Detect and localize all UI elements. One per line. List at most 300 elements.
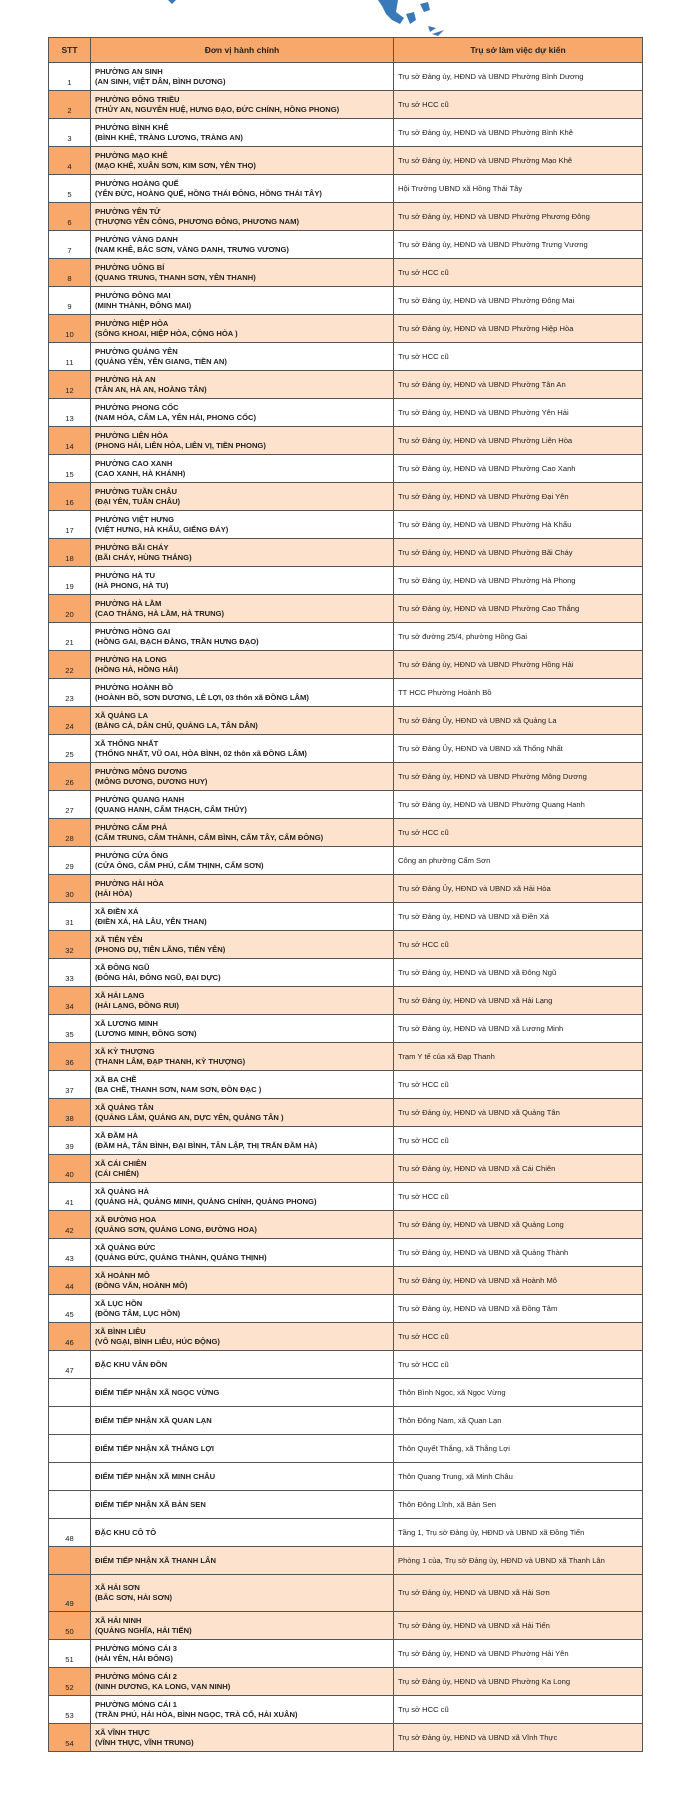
unit-cell xyxy=(91,1015,394,1043)
table-row xyxy=(49,707,643,735)
unit-merged-from: (QUẢNG ĐỨC, QUẢNG THÀNH, QUẢNG THỊNH) xyxy=(95,1252,267,1262)
table-row xyxy=(49,1183,643,1211)
stt-cell: 34 xyxy=(49,987,91,1015)
unit-cell xyxy=(91,483,394,511)
table-row xyxy=(49,1435,643,1463)
hq-cell: Trụ sở đường 25/4, phường Hồng Gai xyxy=(394,623,643,651)
map-island-shape xyxy=(432,30,444,36)
stt-cell: 53 xyxy=(49,1696,91,1724)
unit-merged-from: (CÁI CHIÊN) xyxy=(95,1168,139,1178)
unit-cell xyxy=(91,987,394,1015)
stt-cell: 31 xyxy=(49,903,91,931)
unit-cell xyxy=(91,847,394,875)
unit-name: PHƯỜNG HẢI HÒA xyxy=(95,878,164,888)
stt-cell: 29 xyxy=(49,847,91,875)
table-row xyxy=(49,1071,643,1099)
unit-cell xyxy=(91,1696,394,1724)
table-row xyxy=(49,231,643,259)
unit-cell xyxy=(91,567,394,595)
unit-cell xyxy=(91,931,394,959)
hq-cell: Trụ sở HCC cũ xyxy=(394,931,643,959)
unit-name: XÃ HẢI SƠN xyxy=(95,1583,140,1592)
table-row xyxy=(49,1127,643,1155)
unit-name: ĐẶC KHU VÂN ĐỒN xyxy=(95,1359,168,1369)
unit-cell xyxy=(91,623,394,651)
unit-cell xyxy=(91,735,394,763)
hq-cell: Trụ sở Đảng ủy, HĐND và UBND Phường Hà Phong xyxy=(394,567,643,595)
stt-cell: 26 xyxy=(49,763,91,791)
unit-cell xyxy=(91,1640,394,1668)
decorative-map-fragment xyxy=(0,0,698,40)
unit-name: XÃ ĐÔNG NGŨ xyxy=(95,962,150,972)
hq-cell: Trụ sở Đảng ủy, HĐND và UBND xã Đồng Tâm xyxy=(394,1295,643,1323)
unit-cell xyxy=(91,119,394,147)
table-row xyxy=(49,567,643,595)
unit-merged-from: (QUẢNG LÂM, QUẢNG AN, DỰC YÊN, QUẢNG TÂN ) xyxy=(95,1112,284,1122)
unit-name: XÃ HẢI NINH xyxy=(95,1615,142,1625)
unit-name: PHƯỜNG MÔNG DƯƠNG xyxy=(95,766,188,776)
table-row xyxy=(49,1323,643,1351)
hq-cell: Trạm Y tế của xã Đạp Thanh xyxy=(394,1043,643,1071)
stt-cell: 35 xyxy=(49,1015,91,1043)
stt-cell: 36 xyxy=(49,1043,91,1071)
unit-cell xyxy=(91,707,394,735)
unit-merged-from: (AN SINH, VIỆT DÂN, BÌNH DƯƠNG) xyxy=(95,76,226,86)
unit-name: XÃ ĐẦM HÀ xyxy=(95,1130,139,1140)
stt-cell xyxy=(49,1435,91,1463)
table-row xyxy=(49,1351,643,1379)
unit-name: PHƯỜNG YÊN TỬ xyxy=(95,206,161,216)
table-row xyxy=(49,147,643,175)
unit-merged-from: (CAO XANH, HÀ KHÁNH) xyxy=(95,468,186,478)
hq-cell: Trụ sở Đảng ủy, HĐND và UBND Phường Hồng Hải xyxy=(394,651,643,679)
hq-cell: Trụ sở Đảng ủy, HĐND và UBND Phường Đông Mai xyxy=(394,287,643,315)
unit-merged-from: (ĐỒNG VĂN, HOÀNH MÔ) xyxy=(95,1280,188,1290)
table-row xyxy=(49,791,643,819)
unit-name: PHƯỜNG CỬA ÔNG xyxy=(95,850,169,860)
stt-cell: 19 xyxy=(49,567,91,595)
unit-cell xyxy=(91,91,394,119)
stt-cell: 30 xyxy=(49,875,91,903)
stt-cell: 3 xyxy=(49,119,91,147)
unit-cell xyxy=(91,147,394,175)
hq-cell: Trụ sở HCC cũ xyxy=(394,1071,643,1099)
stt-cell: 8 xyxy=(49,259,91,287)
unit-name: PHƯỜNG MÓNG CÁI 1 xyxy=(95,1699,177,1709)
hq-cell: Trụ sở HCC cũ xyxy=(394,343,643,371)
hq-cell: Trụ sở Đảng ủy, HĐND và UBND Phường Đại Yên xyxy=(394,483,643,511)
table-row xyxy=(49,1239,643,1267)
unit-cell xyxy=(91,427,394,455)
stt-cell: 12 xyxy=(49,371,91,399)
table-row xyxy=(49,1519,643,1547)
stt-cell: 54 xyxy=(49,1724,91,1752)
unit-cell xyxy=(91,1155,394,1183)
unit-merged-from: (VĨNH THỰC, VĨNH TRUNG) xyxy=(95,1737,194,1747)
table-row xyxy=(49,539,643,567)
hq-cell: Trụ sở Đảng ủy, HĐND và UBND xã Hoành Mô xyxy=(394,1267,643,1295)
table-row xyxy=(49,1463,643,1491)
unit-merged-from: (BÃI CHÁY, HÙNG THẮNG) xyxy=(95,552,192,562)
hq-cell: Trụ sở Đảng ủy, HĐND và UBND Phường Hiệp Hòa xyxy=(394,315,643,343)
table-row xyxy=(49,931,643,959)
stt-cell: 49 xyxy=(49,1575,91,1612)
unit-merged-from: (NAM HÒA, CẨM LA, YÊN HẢI, PHONG CỐC) xyxy=(95,412,257,422)
unit-merged-from: (YÊN ĐỨC, HOÀNG QUẾ, HỒNG THÁI ĐÔNG, HỒNG THÁI TÂY) xyxy=(95,188,322,198)
unit-cell xyxy=(91,1071,394,1099)
unit-cell xyxy=(91,1043,394,1071)
unit-name: PHƯỜNG QUANG HANH xyxy=(95,794,185,804)
stt-cell xyxy=(49,1491,91,1519)
unit-name: PHƯỜNG TUẦN CHÂU xyxy=(95,486,177,496)
stt-cell: 24 xyxy=(49,707,91,735)
unit-merged-from: (ĐỒNG TÂM, LỤC HỒN) xyxy=(95,1308,181,1318)
unit-name: PHƯỜNG CẨM PHẢ xyxy=(95,822,168,832)
unit-name: PHƯỜNG ĐÔNG MAI xyxy=(95,290,171,300)
hq-cell: Trụ sở Đảng ủy, HĐND và UBND xã Hải Sơn xyxy=(394,1575,643,1612)
unit-cell xyxy=(91,315,394,343)
stt-cell: 4 xyxy=(49,147,91,175)
table-body xyxy=(49,63,643,1752)
unit-cell xyxy=(91,63,394,91)
unit-merged-from: (TÂN AN, HÀ AN, HOÀNG TÂN) xyxy=(95,384,207,394)
unit-name: XÃ LỤC HỒN xyxy=(95,1298,143,1308)
hq-cell: Trụ sở Đảng ủy, HĐND và UBND Phường Bình Dương xyxy=(394,63,643,91)
hq-cell: Trụ sở Đảng ủy, HĐND và UBND xã Hải Tiến xyxy=(394,1612,643,1640)
table-row xyxy=(49,343,643,371)
unit-merged-from: (HẢI YÊN, HẢI ĐÔNG) xyxy=(95,1653,173,1663)
unit-cell xyxy=(91,1435,394,1463)
table-row xyxy=(49,595,643,623)
hq-cell: Thôn Đông Lĩnh, xã Bản Sen xyxy=(394,1491,643,1519)
stt-cell: 44 xyxy=(49,1267,91,1295)
hq-cell: Trụ sở HCC cũ xyxy=(394,819,643,847)
table-row xyxy=(49,903,643,931)
stt-cell: 2 xyxy=(49,91,91,119)
unit-merged-from: (VÔ NGẠI, BÌNH LIÊU, HÚC ĐỘNG) xyxy=(95,1336,220,1346)
unit-name: XÃ KỲ THƯỢNG xyxy=(95,1046,155,1056)
unit-cell xyxy=(91,959,394,987)
stt-cell: 32 xyxy=(49,931,91,959)
stt-cell: 1 xyxy=(49,63,91,91)
unit-cell xyxy=(91,903,394,931)
table-row xyxy=(49,1043,643,1071)
hq-cell: Trụ sở Đảng Ủy, HĐND và UBND xã Thống Nhất xyxy=(394,735,643,763)
unit-name: XÃ HOÀNH MÔ xyxy=(95,1270,150,1280)
hq-cell: Trụ sở Đảng ủy, HĐND và UBND Phường Hải Yên xyxy=(394,1640,643,1668)
hq-cell: Trụ sở Đảng ủy, HĐND và UBND xã Hải Lạng xyxy=(394,987,643,1015)
hq-cell: Trụ sở Đảng ủy, HĐND và UBND xã Đông Ngũ xyxy=(394,959,643,987)
stt-cell: 42 xyxy=(49,1211,91,1239)
stt-cell: 6 xyxy=(49,203,91,231)
table-row xyxy=(49,315,643,343)
table-row xyxy=(49,1015,643,1043)
unit-name: XÃ QUẢNG ĐỨC xyxy=(95,1242,156,1252)
table-row xyxy=(49,1547,643,1575)
hq-cell: Trụ sở Đảng ủy, HĐND và UBND xã Quảng Tân xyxy=(394,1099,643,1127)
hq-cell: Phòng 1 của, Trụ sở Đảng ủy, HĐND và UBND xã Thanh Lân xyxy=(394,1547,643,1575)
hq-cell: Trụ sở Đảng ủy, HĐND và UBND xã Quảng Thành xyxy=(394,1239,643,1267)
stt-cell: 23 xyxy=(49,679,91,707)
hq-cell: Trụ sở HCC cũ xyxy=(394,1351,643,1379)
stt-cell: 40 xyxy=(49,1155,91,1183)
stt-cell: 14 xyxy=(49,427,91,455)
unit-merged-from: (QUANG TRUNG, THANH SƠN, YÊN THANH) xyxy=(95,272,256,282)
table-row xyxy=(49,819,643,847)
unit-name: XÃ VĨNH THỰC xyxy=(95,1727,150,1737)
stt-cell: 37 xyxy=(49,1071,91,1099)
hq-cell: Tầng 1, Trụ sở Đảng ủy, HĐND và UBND xã Đồng Tiến xyxy=(394,1519,643,1547)
table-row xyxy=(49,371,643,399)
unit-cell xyxy=(91,399,394,427)
stt-cell: 33 xyxy=(49,959,91,987)
table-row xyxy=(49,259,643,287)
unit-name: ĐIỂM TIẾP NHẬN XÃ MINH CHÂU xyxy=(95,1471,216,1481)
unit-cell xyxy=(91,1547,394,1575)
unit-cell xyxy=(91,203,394,231)
stt-cell: 46 xyxy=(49,1323,91,1351)
unit-name: PHƯỜNG PHONG CỐC xyxy=(95,402,179,412)
unit-cell xyxy=(91,175,394,203)
table-row xyxy=(49,1491,643,1519)
hq-cell: Trụ sở Đảng ủy, HĐND và UBND Phường Mạo Khê xyxy=(394,147,643,175)
hq-cell: Trụ sở Đảng ủy, HĐND và UBND Phường Quang Hanh xyxy=(394,791,643,819)
map-island-shape xyxy=(378,0,404,24)
stt-cell: 13 xyxy=(49,399,91,427)
unit-merged-from: (BẰNG CẢ, DÂN CHỦ, QUẢNG LA, TÂN DÂN) xyxy=(95,720,258,730)
table-row xyxy=(49,63,643,91)
unit-cell xyxy=(91,1099,394,1127)
unit-name: XÃ ĐIỀN XÁ xyxy=(95,906,139,916)
hq-cell: Trụ sở HCC cũ xyxy=(394,1183,643,1211)
table-row xyxy=(49,1612,643,1640)
unit-name: ĐIỂM TIẾP NHẬN XÃ THANH LÂN xyxy=(95,1555,216,1565)
hq-cell: Trụ sở Đảng Ủy, HĐND và UBND xã Hải Hòa xyxy=(394,875,643,903)
unit-cell xyxy=(91,1127,394,1155)
stt-cell: 22 xyxy=(49,651,91,679)
unit-cell xyxy=(91,1463,394,1491)
unit-name: PHƯỜNG LIÊN HÒA xyxy=(95,430,169,440)
unit-merged-from: (BÌNH KHÊ, TRÀNG LƯƠNG, TRÀNG AN) xyxy=(95,132,243,142)
unit-name: XÃ BÌNH LIÊU xyxy=(95,1326,146,1336)
unit-name: PHƯỜNG UÔNG BÍ xyxy=(95,262,165,272)
unit-cell xyxy=(91,1267,394,1295)
unit-name: XÃ THỐNG NHẤT xyxy=(95,738,159,748)
table-row xyxy=(49,1295,643,1323)
map-island-shape xyxy=(428,26,436,32)
unit-name: PHƯỜNG MÓNG CÁI 2 xyxy=(95,1671,177,1681)
table-row xyxy=(49,1211,643,1239)
stt-cell xyxy=(49,1463,91,1491)
stt-cell xyxy=(49,1407,91,1435)
header-stt: STT xyxy=(49,38,91,63)
stt-cell xyxy=(49,1379,91,1407)
stt-cell: 43 xyxy=(49,1239,91,1267)
unit-merged-from: (CẨM TRUNG, CẨM THÀNH, CẨM BÌNH, CẨM TÂY, CẨM ĐÔNG) xyxy=(95,832,324,842)
unit-name: PHƯỜNG MẠO KHÊ xyxy=(95,150,168,160)
table-row xyxy=(49,651,643,679)
table-row xyxy=(49,623,643,651)
table-row xyxy=(49,679,643,707)
unit-name: XÃ QUẢNG TÂN xyxy=(95,1102,154,1112)
unit-merged-from: (THỦY AN, NGUYỄN HUỆ, HƯNG ĐẠO, ĐỨC CHÍNH, HỒNG PHONG) xyxy=(95,104,340,114)
unit-cell xyxy=(91,1575,394,1612)
map-island-shape xyxy=(406,12,416,24)
stt-cell: 38 xyxy=(49,1099,91,1127)
unit-name: PHƯỜNG MÓNG CÁI 3 xyxy=(95,1643,177,1653)
table-row xyxy=(49,1267,643,1295)
stt-cell: 41 xyxy=(49,1183,91,1211)
unit-merged-from: (HOÀNH BỒ, SƠN DƯƠNG, LÊ LỢI, 03 thôn xã ĐỒNG LÂM) xyxy=(95,692,309,702)
unit-merged-from: (VIỆT HƯNG, HÀ KHẨU, GIẾNG ĐÁY) xyxy=(95,524,229,534)
unit-merged-from: (BẮC SƠN, HẢI SƠN) xyxy=(95,1593,173,1602)
table-row xyxy=(49,287,643,315)
table-row xyxy=(49,119,643,147)
unit-merged-from: (PHONG HẢI, LIÊN HÒA, LIÊN VỊ, TIỀN PHONG) xyxy=(95,440,266,450)
unit-merged-from: (QUẢNG NGHĨA, HẢI TIẾN) xyxy=(95,1625,192,1635)
unit-cell xyxy=(91,343,394,371)
hq-cell: TT HCC Phường Hoành Bồ xyxy=(394,679,643,707)
unit-cell xyxy=(91,679,394,707)
unit-cell xyxy=(91,1239,394,1267)
unit-merged-from: (QUẢNG HÀ, QUẢNG MINH, QUẢNG CHÍNH, QUẢNG PHONG) xyxy=(95,1196,317,1206)
unit-cell xyxy=(91,371,394,399)
unit-name: PHƯỜNG HẠ LONG xyxy=(95,654,167,664)
unit-name: PHƯỜNG HỒNG GAI xyxy=(95,626,171,636)
stt-cell: 39 xyxy=(49,1127,91,1155)
stt-cell: 25 xyxy=(49,735,91,763)
unit-name: PHƯỜNG CAO XANH xyxy=(95,458,173,468)
table-row xyxy=(49,1099,643,1127)
table-row xyxy=(49,1696,643,1724)
unit-name: PHƯỜNG HÀ TU xyxy=(95,570,156,580)
unit-name: XÃ QUẢNG HÀ xyxy=(95,1186,150,1196)
table-row xyxy=(49,987,643,1015)
stt-cell: 51 xyxy=(49,1640,91,1668)
unit-cell xyxy=(91,1211,394,1239)
unit-cell xyxy=(91,791,394,819)
unit-name: PHƯỜNG QUẢNG YÊN xyxy=(95,346,178,356)
hq-cell: Trụ sở Đảng ủy, HĐND và UBND xã Điền Xá xyxy=(394,903,643,931)
unit-cell xyxy=(91,875,394,903)
unit-merged-from: (PHONG DỤ, TIÊN LÃNG, TIÊN YÊN) xyxy=(95,944,226,954)
hq-cell: Thôn Quyết Thắng, xã Thắng Lợi xyxy=(394,1435,643,1463)
table-row xyxy=(49,175,643,203)
unit-merged-from: (ĐIỀN XÁ, HÀ LÂU, YÊN THAN) xyxy=(95,916,207,926)
unit-name: PHƯỜNG BÌNH KHÊ xyxy=(95,122,169,132)
unit-merged-from: (THỐNG NHẤT, VŨ OAI, HÒA BÌNH, 02 thôn xã ĐỒNG LÂM) xyxy=(95,748,307,758)
stt-cell: 18 xyxy=(49,539,91,567)
unit-merged-from: (NAM KHÊ, BẮC SƠN, VÀNG DANH, TRƯNG VƯƠNG) xyxy=(95,244,289,254)
unit-cell xyxy=(91,1183,394,1211)
unit-name: ĐIỂM TIẾP NHẬN XÃ QUAN LẠN xyxy=(95,1415,212,1425)
unit-merged-from: (HỒNG GAI, BẠCH ĐẰNG, TRẦN HƯNG ĐẠO) xyxy=(95,636,259,646)
unit-cell xyxy=(91,455,394,483)
table-row xyxy=(49,763,643,791)
table-row xyxy=(49,399,643,427)
admin-units-table xyxy=(48,37,643,1752)
unit-cell xyxy=(91,287,394,315)
hq-cell: Trụ sở Đảng ủy, HĐND và UBND Phường Ka Long xyxy=(394,1668,643,1696)
unit-name: ĐIỂM TIẾP NHẬN XÃ BẢN SEN xyxy=(95,1499,206,1509)
unit-merged-from: (SÔNG KHOAI, HIỆP HÒA, CỘNG HÒA ) xyxy=(95,328,238,338)
unit-merged-from: (QUẢNG SƠN, QUẢNG LONG, ĐƯỜNG HOA) xyxy=(95,1224,257,1234)
unit-merged-from: (THANH LÂM, ĐẠP THANH, KỲ THƯỢNG) xyxy=(95,1056,246,1066)
unit-name: XÃ LƯƠNG MINH xyxy=(95,1018,158,1028)
hq-cell: Trụ sở HCC cũ xyxy=(394,1127,643,1155)
unit-merged-from: (NINH DƯƠNG, KA LONG, VẠN NINH) xyxy=(95,1681,231,1691)
hq-cell: Trụ sở Đảng ủy, HĐND và UBND Phường Bình Khê xyxy=(394,119,643,147)
hq-cell: Trụ sở HCC cũ xyxy=(394,1696,643,1724)
unit-merged-from: (ĐẠI YÊN, TUẦN CHÂU) xyxy=(95,496,181,506)
unit-name: ĐIỂM TIẾP NHẬN XÃ NGỌC VỪNG xyxy=(95,1387,220,1397)
admin-units-table-container xyxy=(48,37,642,1752)
unit-name: PHƯỜNG HÀ LẦM xyxy=(95,598,162,608)
unit-name: XÃ QUẢNG LA xyxy=(95,710,149,720)
table-row xyxy=(49,511,643,539)
unit-merged-from: (MẠO KHÊ, XUÂN SƠN, KIM SƠN, YÊN THỌ) xyxy=(95,160,256,170)
hq-cell: Công an phường Cẩm Sơn xyxy=(394,847,643,875)
hq-cell: Thôn Đông Nam, xã Quan Lạn xyxy=(394,1407,643,1435)
unit-name: XÃ CÁI CHIÊN xyxy=(95,1158,147,1168)
table-row xyxy=(49,483,643,511)
stt-cell: 11 xyxy=(49,343,91,371)
unit-merged-from: (CAO THẮNG, HÀ LẦM, HÀ TRUNG) xyxy=(95,608,225,618)
unit-cell xyxy=(91,595,394,623)
unit-merged-from: (HÀ PHONG, HÀ TU) xyxy=(95,580,169,590)
hq-cell: Trụ sở Đảng ủy, HĐND và UBND Phường Tân An xyxy=(394,371,643,399)
unit-cell xyxy=(91,763,394,791)
hq-cell: Trụ sở Đảng Ủy, HĐND và UBND xã Quảng La xyxy=(394,707,643,735)
stt-cell: 16 xyxy=(49,483,91,511)
header-unit: Đơn vị hành chính xyxy=(91,38,394,63)
unit-name: XÃ BA CHẼ xyxy=(95,1074,137,1084)
unit-merged-from: (THƯỢNG YÊN CÔNG, PHƯƠNG ĐÔNG, PHƯƠNG NAM) xyxy=(95,216,299,226)
unit-name: ĐIỂM TIẾP NHẬN XÃ THẮNG LỢI xyxy=(95,1443,214,1453)
hq-cell: Trụ sở Đảng ủy, HĐND và UBND Phường Phương Đông xyxy=(394,203,643,231)
hq-cell: Trụ sở HCC cũ xyxy=(394,91,643,119)
stt-cell: 48 xyxy=(49,1519,91,1547)
hq-cell: Trụ sở Đảng ủy, HĐND và UBND Phường Cao Thắng xyxy=(394,595,643,623)
hq-cell: Thôn Quang Trung, xã Minh Châu xyxy=(394,1463,643,1491)
unit-cell xyxy=(91,1612,394,1640)
hq-cell: Trụ sở Đảng ủy, HĐND và UBND Phường Liên Hòa xyxy=(394,427,643,455)
table-row xyxy=(49,91,643,119)
stt-cell: 17 xyxy=(49,511,91,539)
table-row xyxy=(49,1407,643,1435)
unit-name: XÃ HẢI LẠNG xyxy=(95,990,145,1000)
hq-cell: Trụ sở Đảng ủy, HĐND và UBND Phường Mông Dương xyxy=(394,763,643,791)
table-row xyxy=(49,1668,643,1696)
unit-name: PHƯỜNG HOÀNG QUẾ xyxy=(95,178,179,188)
unit-cell xyxy=(91,1668,394,1696)
stt-cell: 50 xyxy=(49,1612,91,1640)
table-row xyxy=(49,203,643,231)
stt-cell: 7 xyxy=(49,231,91,259)
unit-cell xyxy=(91,539,394,567)
table-row xyxy=(49,875,643,903)
unit-merged-from: (ĐẦM HÀ, TÂN BÌNH, ĐẠI BÌNH, TÂN LẬP, THỊ TRẤN ĐẦM HÀ) xyxy=(95,1140,318,1150)
unit-name: PHƯỜNG HÀ AN xyxy=(95,374,156,384)
table-row xyxy=(49,1155,643,1183)
unit-merged-from: (HẢI LẠNG, ĐỒNG RUI) xyxy=(95,1000,179,1010)
unit-merged-from: (QUẢNG YÊN, YÊN GIANG, TIỀN AN) xyxy=(95,356,227,366)
stt-cell: 21 xyxy=(49,623,91,651)
map-island-shape xyxy=(168,0,176,4)
unit-name: PHƯỜNG HIỆP HÒA xyxy=(95,318,169,328)
unit-cell xyxy=(91,1351,394,1379)
unit-merged-from: (ĐÔNG HẢI, ĐÔNG NGŨ, ĐẠI DỰC) xyxy=(95,972,221,982)
